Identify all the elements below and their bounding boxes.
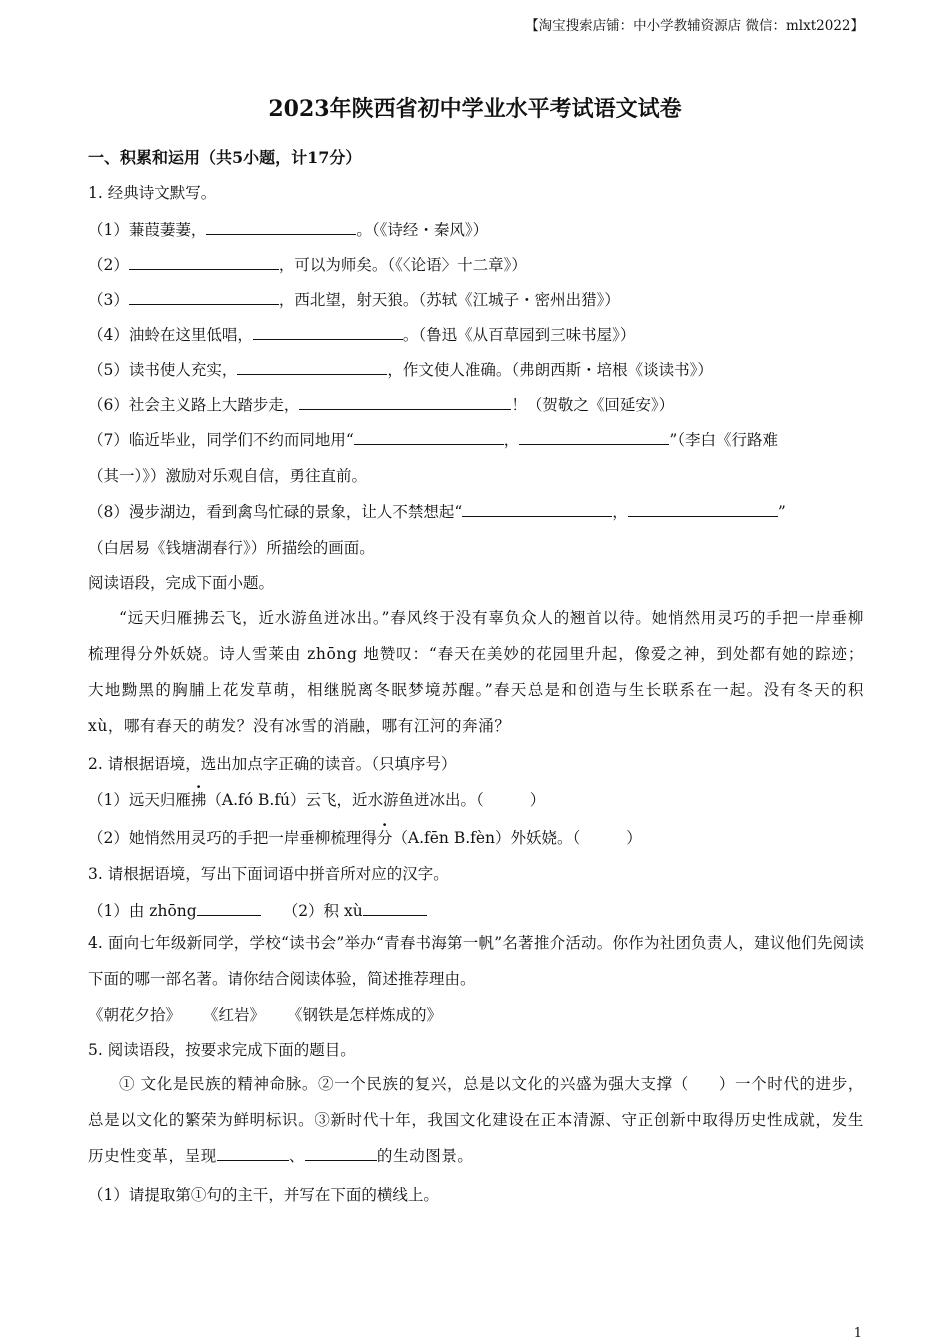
book-item: 《朝花夕拾》 xyxy=(88,1006,182,1024)
page-number: 1 xyxy=(853,1326,862,1341)
q2-item-2: （2）她悄然用灵巧的手把一岸垂柳梳理得分（A.fēn B.fèn）外妖娆。（ ） xyxy=(88,829,642,847)
q1-item-7: （7）临近毕业，同学们不约而同地用“ ， ”（李白《行路难 xyxy=(88,428,862,450)
answer-blank[interactable] xyxy=(253,323,403,340)
header-note: 【淘宝搜索店铺：中小学教辅资源店 微信：mlxt2022】 xyxy=(525,18,864,34)
q1-item-8-cont: （白居易《钱塘湖春行》）所描绘的画面。 xyxy=(88,539,375,557)
q1-item-4: （4）油蛉在这里低唱， 。（鲁迅《从百草园到三味书屋》） xyxy=(88,323,862,345)
q3-items: （1）由 zhōng （2）积 xù xyxy=(88,899,862,921)
answer-blank[interactable] xyxy=(462,500,612,517)
answer-blank[interactable] xyxy=(305,1144,377,1161)
q5-passage: ① 文化是民族的精神命脉。②一个民族的复兴，总是以文化的兴盛为强大支撑（ ）一个时代的进步，总是以文化的繁荣为鲜明标识。③新时代十年，我国文化建设在正本清源、守正创新中取得历史性成就，发生历史性变革，呈现 、 的生动图景。 xyxy=(88,1075,865,1165)
book-item: 《钢铁是怎样炼成的》 xyxy=(287,1006,443,1024)
answer-blank[interactable] xyxy=(519,428,669,445)
q1-item-7-cont: （其一）》）激励对乐观自信，勇往直前。 xyxy=(88,467,368,485)
answer-blank[interactable] xyxy=(628,500,778,517)
question-1-stem: 1. 经典诗文默写。 xyxy=(88,184,217,202)
page-title: 2023年陕西省初中学业水平考试语文试卷 xyxy=(268,96,682,122)
q1-item-8: （8）漫步湖边，看到禽鸟忙碌的景象，让人不禁想起“ ， ” xyxy=(88,500,862,522)
q1-item-6: （6）社会主义路上大踏步走， ！（贺敬之《回延安》） xyxy=(88,393,862,415)
q1-item-2: （2） ，可以为师矣。（《〈论语〉十二章》） xyxy=(88,253,862,275)
q1-item-5: （5）读书使人充实， ，作文使人准确。（弗朗西斯・培根《谈读书》） xyxy=(88,358,862,380)
answer-blank[interactable] xyxy=(354,428,504,445)
question-5-stem: 5. 阅读语段，按要求完成下面的题目。 xyxy=(88,1041,356,1059)
answer-blank[interactable] xyxy=(129,253,279,270)
answer-blank[interactable] xyxy=(299,393,511,410)
answer-blank[interactable] xyxy=(197,899,261,916)
answer-blank[interactable] xyxy=(206,218,356,235)
q5-sub-1: （1）请提取第①句的主干，并写在下面的横线上。 xyxy=(88,1186,439,1204)
dotted-char: 拂 xyxy=(190,791,207,809)
answer-blank[interactable] xyxy=(237,358,387,375)
reading-passage: “远天归雁拂云飞，近水游鱼迸冰出。”春风终于没有辜负众人的翘首以待。她悄然用灵巧的手把一岸垂柳梳理得分外妖娆。诗人雪莱由 zhōng 地赞叹：“春天在美妙的花园里升起，像爱之神，到处都有她的踪迹；大地黝黑的胸脯上花发草萌，相继脱离冬眠梦境苏醒。”春天总是和创造与生长联系在一起。没有冬天的积 xù，哪有春天的萌发？没有冰雪的消融，哪有江河的奔涌？ xyxy=(88,609,864,735)
answer-blank[interactable] xyxy=(363,899,427,916)
question-3-stem: 3. 请根据语境，写出下面词语中拼音所对应的汉字。 xyxy=(88,865,449,883)
question-2-stem: 2. 请根据语境，选出加点字正确的读音。（只填序号） xyxy=(88,755,457,773)
answer-blank[interactable] xyxy=(217,1144,289,1161)
question-4-stem: 4. 面向七年级新同学，学校“读书会”举办“青春书海第一帆”名著推介活动。你作为社团负责人，建议他们先阅读下面的哪一部名著。请你结合阅读体验，简述推荐理由。 xyxy=(88,934,864,988)
reading-intro: 阅读语段，完成下面小题。 xyxy=(88,574,275,592)
dotted-char: 拂 xyxy=(193,609,210,627)
dotted-char: 分 xyxy=(376,829,393,847)
book-list xyxy=(88,1005,862,1025)
q1-item-1: （1）蒹葭萋萋， 。（《诗经・秦风》） xyxy=(88,218,862,240)
q1-item-3: （3） ，西北望，射天狼。（苏轼《江城子・密州出猎》） xyxy=(88,288,862,310)
book-item: 《红岩》 xyxy=(203,1006,266,1024)
answer-blank[interactable] xyxy=(129,288,279,305)
section-heading: 一、积累和运用（共5小题，计17分） xyxy=(88,148,362,167)
dotted-char: 分 xyxy=(137,645,154,663)
q2-item-1: （1）远天归雁拂（A.fó B.fú）云飞，近水游鱼迸冰出。（ ） xyxy=(88,791,546,809)
